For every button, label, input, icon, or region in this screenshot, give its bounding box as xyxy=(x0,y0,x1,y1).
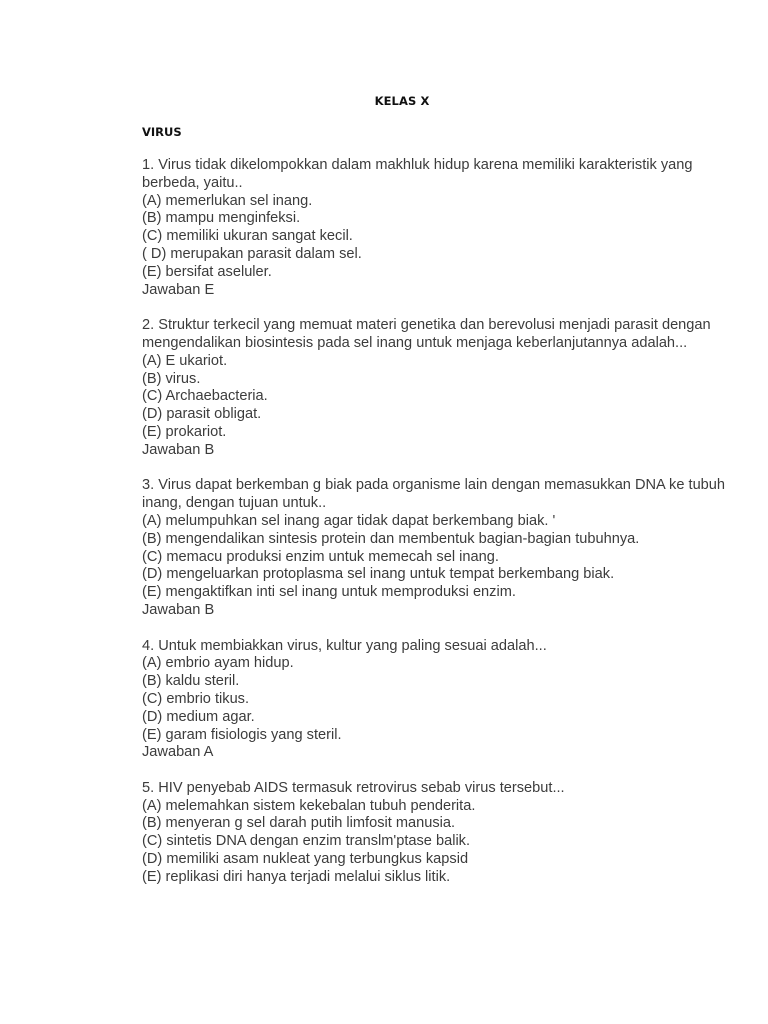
question-stem: 1. Virus tidak dikelompokkan dalam makhluk hidup karena memiliki karakteristik yang berbeda, yaitu.. xyxy=(142,157,697,191)
answer-option: (C) embrio tikus. xyxy=(142,690,250,707)
answer-option: (E) garam fisiologis yang steril. xyxy=(142,726,342,743)
answer-option: (A) E ukariot. xyxy=(142,352,228,369)
answer-option: (A) melumpuhkan sel inang agar tidak dapat berkembang biak. ' xyxy=(142,512,556,529)
answer-option: (E) mengaktifkan inti sel inang untuk memproduksi enzim. xyxy=(142,584,516,601)
question-stem: 3. Virus dapat berkemban g biak pada organisme lain dengan memasukkan DNA ke tubuh inang, dengan tujuan untuk.. xyxy=(142,477,730,512)
answer-option: ( D) merupakan parasit dalam sel. xyxy=(142,245,362,262)
answer-option: (B) kaldu steril. xyxy=(142,673,240,690)
question-item xyxy=(142,157,752,299)
answer-option: (C) memiliki ukuran sangat kecil. xyxy=(142,228,353,245)
answer-option: (C) Archaebacteria. xyxy=(142,388,268,405)
answer-option: (C) memacu produksi enzim untuk memecah sel inang. xyxy=(142,548,499,565)
answer-option: (E) bersifat aseluler. xyxy=(142,263,272,280)
answer-option: (A) melemahkan sistem kekebalan tubuh penderita. xyxy=(142,797,476,814)
answer-option: (A) embrio ayam hidup. xyxy=(142,655,294,672)
answer-option: (B) mengendalikan sintesis protein dan membentuk bagian-bagian tubuhnya. xyxy=(142,530,640,547)
answer-option: (D) mengeluarkan protoplasma sel inang untuk tempat berkembang biak. xyxy=(142,566,615,583)
question-item xyxy=(142,780,752,887)
answer-option: (D) medium agar. xyxy=(142,708,255,725)
question-stem: 5. HIV penyebab AIDS termasuk retrovirus sebab virus tersebut... xyxy=(142,779,565,796)
question-stem: 2. Struktur terkecil yang memuat materi genetika dan berevolusi menjadi parasit dengan mengendalikan biosintesis pada sel inang untuk menjaga keberlanjutannya adalah... xyxy=(142,317,715,351)
answer-option: (B) menyeran g sel darah putih limfosit manusia. xyxy=(142,815,456,832)
answer-option: (E) replikasi diri hanya terjadi melalui siklus litik. xyxy=(142,868,451,885)
question-stem: 4. Untuk membiakkan virus, kultur yang paling sesuai adalah... xyxy=(142,637,547,654)
answer-option: (D) memiliki asam nukleat yang terbungkus kapsid xyxy=(142,851,469,868)
answer-key: Jawaban A xyxy=(142,744,214,761)
answer-option: (B) virus. xyxy=(142,370,201,387)
section-title: VIRUS xyxy=(142,125,182,139)
answer-option: (A) memerlukan sel inang. xyxy=(142,192,313,209)
answer-option: (D) parasit obligat. xyxy=(142,406,262,423)
answer-key: Jawaban B xyxy=(142,601,215,618)
answer-option: (B) mampu menginfeksi. xyxy=(142,210,301,227)
answer-key: Jawaban B xyxy=(142,441,215,458)
question-item xyxy=(142,638,752,763)
answer-option: (C) sintetis DNA dengan enzim translm'ptase balik. xyxy=(142,833,471,850)
document-header: KELAS X xyxy=(374,94,430,108)
question-item xyxy=(142,477,752,619)
answer-key: Jawaban E xyxy=(142,281,215,298)
question-item xyxy=(142,317,752,459)
answer-option: (E) prokariot. xyxy=(142,423,227,440)
question-list xyxy=(142,157,752,904)
